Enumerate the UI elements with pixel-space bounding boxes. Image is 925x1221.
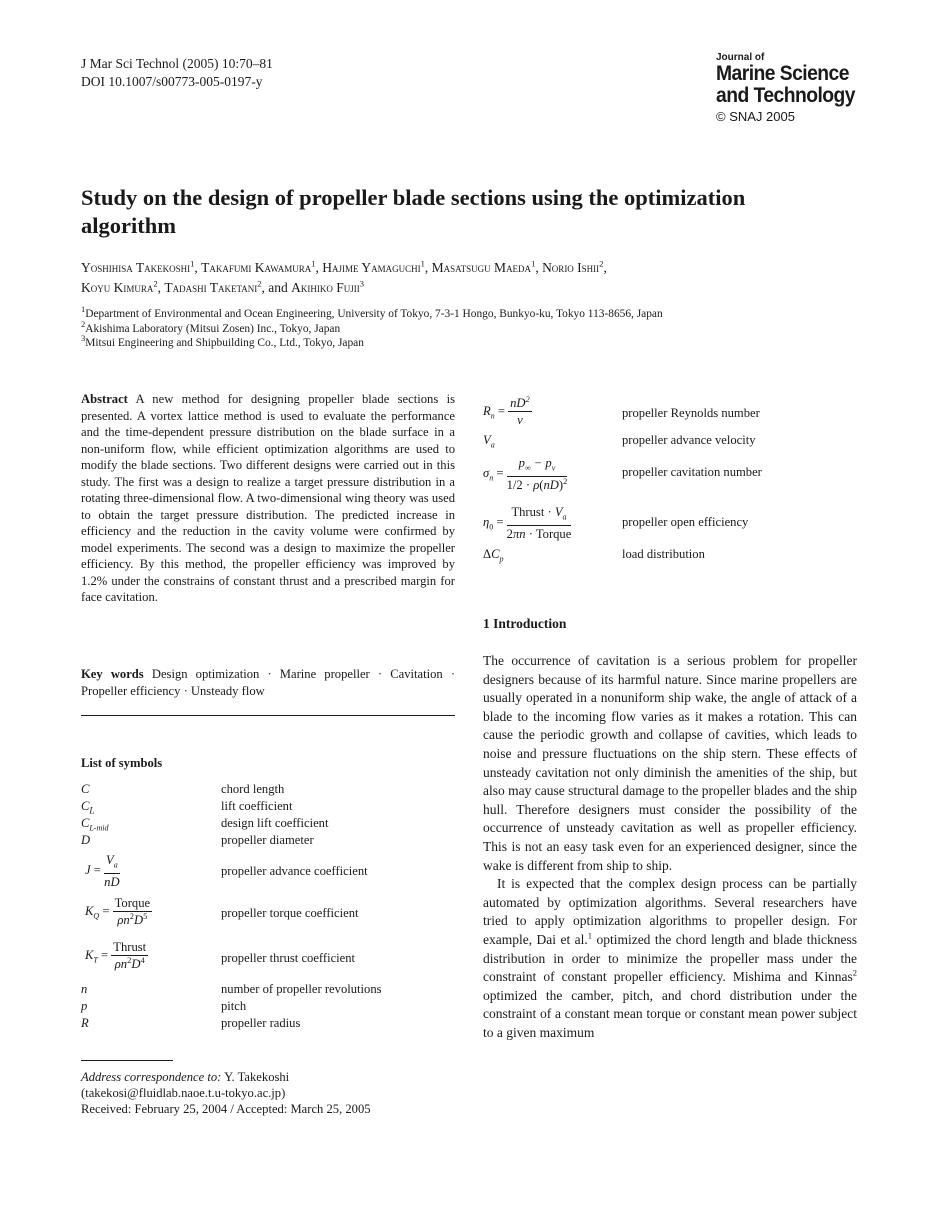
running-header	[81, 55, 273, 91]
symbol-desc: pitch	[221, 999, 247, 1013]
keywords-text: Design optimization · Marine propeller · Cavitation · Propeller efficiency · Unsteady flow	[81, 667, 456, 698]
symbol-D: D	[81, 833, 91, 847]
formula-KT: $K_T$ = $\frac{\text{Thrust}}{\rho n^2D^4}$	[85, 940, 147, 971]
symbol-desc: propeller Reynolds number	[622, 406, 760, 420]
formula-eta: $\eta_0$ = $\frac{Thrust \cdot V_a}{\text{2πn · Torque}}$	[483, 505, 572, 541]
author: Yoshihisa Takekoshi$^1$,	[81, 258, 202, 275]
symbol-CL-mid: $C_{L-mid}$	[81, 816, 109, 833]
journal-copyright: © SNAJ 2005	[716, 109, 795, 124]
journal-logo-line2: Marine Science	[716, 62, 849, 85]
abstract	[81, 391, 455, 606]
symbol-Va: $V_a$	[483, 433, 495, 450]
abstract-label: Abstract	[81, 392, 128, 406]
symbol-desc: propeller open efficiency	[622, 515, 749, 529]
author: Tadashi Taketani$^2$, and	[164, 278, 292, 295]
symbol-C: C	[81, 782, 90, 796]
journal-logo	[716, 52, 867, 125]
symbol-desc: lift coefficient	[221, 799, 293, 813]
paragraph: It is expected that the complex design process can be partially automated by optimization algorithms. Several researchers have tried to apply optimization algorithms to propeller design. For example, Dai et al.$^1$ optimized the chord length and blade thickness distribution in order to minimize the propeller mass under the constraint of constant propeller efficiency. Mishima and Kinnas$^2$ optimized the camber, pitch, and chord distribution under the constraint of a constant mean torque or constant mean power subject to a given maximum	[483, 876, 857, 1040]
paper-title: Study on the design of propeller blade sections using the optimization algorithm	[81, 185, 746, 238]
received-dates: Received: February 25, 2004 / Accepted: March 25, 2005	[81, 1102, 371, 1116]
symbol-desc: propeller radius	[221, 1016, 301, 1030]
divider	[81, 715, 455, 716]
formula-J: J = $\frac{V_a}{nD}$	[85, 853, 120, 889]
citation: J Mar Sci Technol (2005) 10:70–81	[81, 56, 273, 71]
symbol-desc: propeller advance velocity	[622, 433, 756, 447]
affiliation: $^2$Akishima Laboratory (Mitsui Zosen) Inc., Tokyo, Japan	[81, 318, 341, 335]
symbol-n: n	[81, 982, 88, 996]
symbol-desc: design lift coefficient	[221, 816, 329, 830]
abstract-text: A new method for designing propeller blade sections is presented. A vortex lattice method is used to evaluate the performance and the time-dependent pressure distribution on the blade surface in a non-uniform flow, while efficient optimization algorithms are used to modify the blade sections. Two different designs were carried out in this study. The first was a design to realize a target pressure distribution in a rotating three-dimensional flow. A two-dimensional wing theory was used to obtain the target pressure distribution. The predicted increase in efficiency and the reduction in the cavity volume were confirmed by model experiments. The second was a design to maximize the propeller efficiency. By this method, the propeller efficiency was improved by 1.2% under the constrains of constant thrust and a prescribed margin for face cavitation.	[81, 392, 455, 604]
author: Takafumi Kawamura$^1$,	[201, 258, 323, 275]
symbol-desc: propeller advance coefficient	[221, 864, 368, 878]
list-of-symbols-heading: List of symbols	[81, 756, 163, 770]
affiliation: $^3$Mitsui Engineering and Shipbuilding Co., Ltd., Tokyo, Japan	[81, 333, 364, 349]
author: Hajime Yamaguchi$^1$,	[322, 258, 432, 275]
formula-KQ: $K_Q$ = $\frac{\text{Torque}}{\rho n^2D^5}$	[85, 896, 151, 927]
symbol-desc: propeller torque coefficient	[221, 906, 359, 920]
author-list	[81, 258, 841, 298]
formula-sigma: $\sigma_n$ = $\frac{p_\infty - p_v}{1/2 \cdot \rho(nD)^2}$	[483, 456, 568, 492]
author: Koyu Kimura$^2$,	[81, 278, 165, 295]
symbol-desc: number of propeller revolutions	[221, 982, 382, 996]
paragraph: The occurrence of cavitation is a serious problem for propeller designers because of its harmful nature. Since marine propellers are usually operated in a nonuniform ship wake, the angle of attack of a blade to the incoming flow varies as it makes a rotation. This can cause the periodic growth and collapse of cavities, which leads to noise and pressure fluctuations on the ship stern. These effects of unsteady cavitation not only diminish the amenities of the ship, but also may cause structural damage to the propeller blades and the ship hull. Therefore designers must consider the possibility of the occurrence of unsteady cavitation as well as propeller efficiency. This is not an easy task even for an experienced designer, since the wake is different from ship to ship.	[483, 653, 857, 873]
affiliations	[81, 304, 841, 351]
author: Masatsugu Maeda$^1$,	[431, 258, 543, 275]
symbol-p: p	[81, 999, 88, 1013]
doi: DOI 10.1007/s00773-005-0197-y	[81, 74, 263, 89]
symbol-delta-cp: $\Delta C_p$	[483, 547, 504, 564]
correspondence-label: Address correspondence to:	[81, 1070, 222, 1084]
journal-logo-line1: Journal of	[716, 52, 765, 63]
symbol-R: R	[81, 1016, 89, 1030]
symbol-desc: chord length	[221, 782, 285, 796]
symbol-desc: load distribution	[622, 547, 705, 561]
section-heading-introduction: 1 Introduction	[483, 616, 567, 631]
journal-logo-line3: and Technology	[716, 84, 855, 107]
footnote-rule	[81, 1060, 173, 1061]
affiliation: $^1$Department of Environmental and Ocean Engineering, University of Tokyo, 7-3-1 Hongo, Bunkyo-ku, Tokyo 113-8656, Japan	[81, 304, 663, 320]
correspondence	[81, 1069, 455, 1117]
keywords	[81, 666, 455, 700]
symbol-desc: propeller diameter	[221, 833, 314, 847]
author: Akihiko Fujii$^3$	[291, 278, 365, 295]
author: Norio Ishii$^2$,	[542, 258, 607, 275]
symbol-desc: propeller cavitation number	[622, 465, 762, 479]
correspondence-name: Y. Takekoshi	[224, 1070, 290, 1084]
introduction-body	[483, 652, 857, 1042]
keywords-label: Key words	[81, 667, 144, 681]
symbol-CL: $C_L$	[81, 799, 95, 816]
formula-Rn: $R_n$ = $\frac{nD^2}{\nu}$	[483, 393, 530, 427]
correspondence-email: (takekosi@fluidlab.naoe.t.u-tokyo.ac.jp)	[81, 1086, 286, 1100]
symbol-desc: propeller thrust coefficient	[221, 951, 356, 965]
